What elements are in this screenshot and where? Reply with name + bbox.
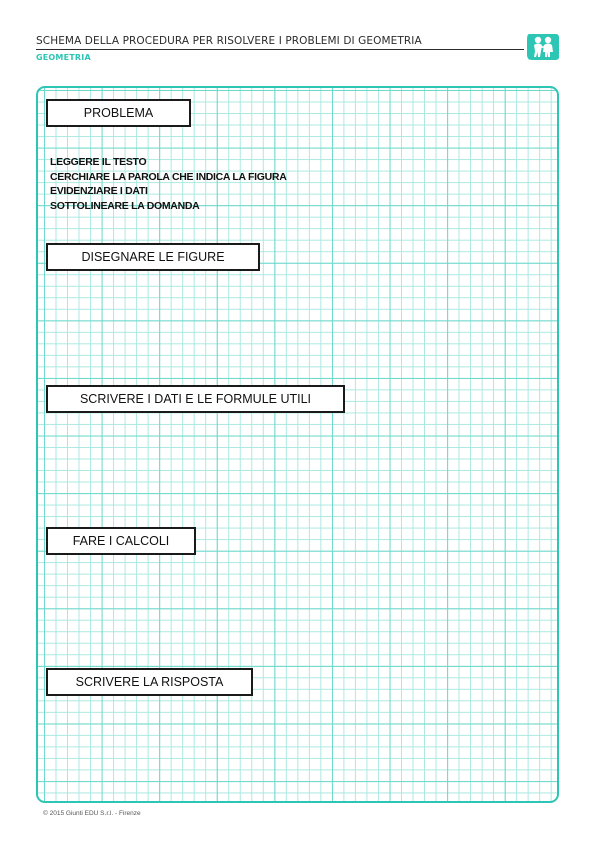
problem-instructions [50,155,287,213]
children-logo-icon [525,31,560,61]
copyright-footer: © 2015 Giunti EDU S.r.l. - Firenze [43,810,141,817]
instruction-item: EVIDENZIARE I DATI [50,185,148,197]
step-scrivere-risposta: SCRIVERE LA RISPOSTA [46,668,253,696]
step-fare-calcoli: FARE I CALCOLI [46,527,196,555]
page-title: SCHEMA DELLA PROCEDURA PER RISOLVERE I PROBLEMI DI GEOMETRIA [36,35,422,47]
subject-label: GEOMETRIA [36,53,91,62]
header-divider [36,49,524,50]
step-problema: PROBLEMA [46,99,191,127]
instruction-item: LEGGERE IL TESTO [50,156,147,168]
instruction-item: CERCHIARE LA PAROLA CHE INDICA LA FIGURA [50,170,287,183]
instruction-item: SOTTOLINEARE LA DOMANDA [50,199,200,212]
step-disegnare-figure: DISEGNARE LE FIGURE [46,243,260,271]
step-scrivere-dati: SCRIVERE I DATI E LE FORMULE UTILI [46,385,345,413]
